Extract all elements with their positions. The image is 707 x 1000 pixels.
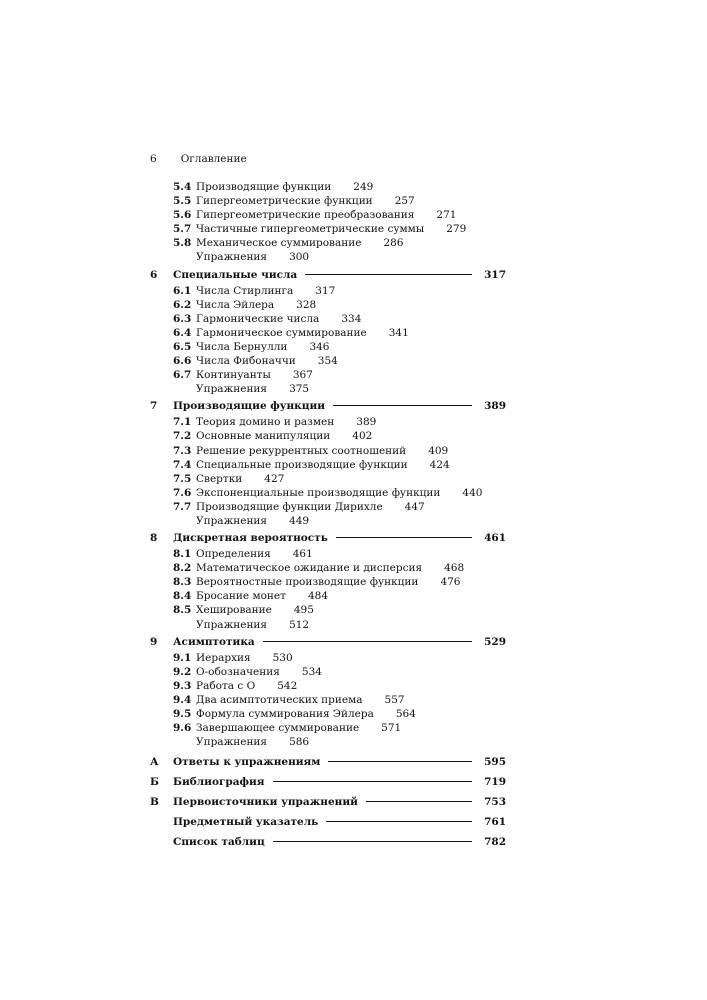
section-page-number: 534 — [301, 665, 322, 678]
chapter-title: Дискретная вероятность — [173, 532, 328, 545]
section-list — [150, 284, 506, 397]
chapter-number: А — [150, 756, 159, 769]
table-of-contents — [150, 180, 506, 849]
section-page-number: 564 — [395, 708, 416, 720]
chapter-title: Ответы к упражнениям — [173, 756, 321, 769]
section-number: 7.4 — [173, 458, 192, 471]
section-number: 6.1 — [173, 284, 192, 297]
section-title: Работа с О — [196, 679, 256, 692]
section-entry[interactable] — [173, 547, 506, 561]
section-title: Формула суммирования Эйлера — [196, 708, 374, 720]
section-title: Упражнения — [196, 618, 268, 631]
chapter-title: Специальные числа — [173, 268, 298, 281]
section-entry[interactable] — [173, 618, 506, 632]
chapter-heading-7[interactable] — [150, 399, 506, 413]
section-entry[interactable] — [173, 514, 506, 528]
section-title: Упражнения — [196, 736, 268, 749]
section-entry[interactable] — [173, 194, 506, 208]
section-title: Гипергеометрические преобразования — [196, 209, 415, 222]
section-title: Производящие функции Дирихле — [196, 500, 383, 513]
section-entry[interactable] — [173, 208, 506, 222]
section-number: 9.1 — [173, 651, 192, 664]
chapter-number: 9 — [150, 635, 158, 648]
section-title: Упражнения — [196, 514, 268, 527]
section-number: 5.8 — [173, 237, 192, 250]
section-number: 5.6 — [173, 209, 192, 222]
leader-line — [326, 821, 472, 822]
leader-line — [273, 841, 472, 842]
chapter-heading-8[interactable] — [150, 531, 506, 545]
section-entry[interactable] — [173, 693, 506, 707]
section-number: 6.6 — [173, 355, 192, 368]
section-page-number: 389 — [356, 416, 377, 429]
section-number: 7.1 — [173, 416, 192, 429]
section-entry[interactable] — [173, 589, 506, 603]
chapter-number: 6 — [150, 268, 158, 281]
section-page-number: 530 — [272, 651, 293, 664]
section-page-number: 449 — [289, 514, 310, 527]
section-title: Гипергеометрические функции — [196, 195, 373, 208]
section-number: 9.2 — [173, 665, 192, 678]
section-page-number: 484 — [307, 590, 329, 603]
section-title: Упражнения — [196, 251, 268, 264]
section-entry[interactable] — [173, 222, 506, 236]
section-entry[interactable] — [173, 340, 506, 354]
section-entry[interactable] — [173, 707, 506, 721]
section-title: Свертки — [196, 472, 243, 485]
section-title: Завершающее суммирование — [196, 722, 360, 735]
section-entry[interactable] — [173, 250, 506, 264]
section-number: 7.2 — [173, 430, 192, 443]
section-number: 9.3 — [173, 679, 192, 692]
section-page-number: 586 — [289, 736, 310, 749]
section-number: 8.4 — [173, 590, 192, 603]
section-page-number: 557 — [384, 693, 405, 706]
section-number: 8.1 — [173, 548, 192, 561]
section-page-number: 257 — [394, 195, 415, 208]
section-entry[interactable] — [173, 486, 506, 500]
chapter-page-number: 782 — [484, 836, 506, 849]
section-entry[interactable] — [173, 651, 506, 665]
section-page-number: 495 — [293, 604, 314, 617]
section-number: 7.7 — [173, 500, 192, 513]
section-title: Иерархия — [196, 651, 251, 664]
section-title: Специальные производящие функции — [196, 458, 408, 471]
section-entry[interactable] — [173, 368, 506, 382]
section-number: 8.3 — [173, 576, 192, 589]
section-title: Числа Стирлинга — [196, 284, 294, 297]
section-entry[interactable] — [173, 326, 506, 340]
toc-group — [150, 180, 506, 265]
section-entry[interactable] — [173, 679, 506, 693]
section-title: Экспоненциальные производящие функции — [196, 486, 441, 499]
section-number: 8.5 — [173, 604, 192, 617]
section-page-number: 271 — [436, 209, 457, 222]
section-page-number: 409 — [428, 444, 449, 457]
section-entry[interactable] — [173, 500, 506, 514]
chapter-title: Библиография — [173, 776, 265, 789]
section-page-number: 279 — [446, 223, 467, 236]
section-page-number: 286 — [383, 237, 404, 250]
section-number: 6.3 — [173, 312, 192, 325]
chapter-title: Асимптотика — [173, 635, 255, 648]
section-number: 6.5 — [173, 340, 192, 353]
section-number: 5.5 — [173, 195, 192, 208]
section-list — [150, 415, 506, 528]
section-number: 9.4 — [173, 693, 192, 706]
chapter-heading-appendix-1[interactable] — [150, 775, 506, 789]
chapter-heading-9[interactable] — [150, 635, 506, 649]
section-entry[interactable] — [173, 236, 506, 250]
section-number: 5.4 — [173, 181, 192, 193]
leader-line — [273, 781, 472, 782]
section-entry[interactable] — [173, 382, 506, 396]
section-page-number: 447 — [404, 500, 425, 513]
section-page-number: 468 — [444, 562, 465, 575]
toc-group — [150, 635, 506, 750]
chapter-page-number: 595 — [484, 756, 506, 769]
section-title: Определения — [196, 548, 271, 561]
section-entry[interactable] — [173, 429, 506, 443]
section-entry[interactable] — [173, 575, 506, 589]
section-title: Хеширование — [196, 604, 272, 617]
running-header — [150, 153, 247, 165]
section-title: Бросание монет — [196, 590, 286, 603]
section-entry[interactable] — [173, 284, 506, 298]
section-entry[interactable] — [173, 312, 506, 326]
section-number: 6.4 — [173, 326, 192, 339]
section-page-number: 512 — [289, 618, 310, 631]
section-page-number: 542 — [277, 679, 298, 692]
section-title: Вероятностные производящие функции — [196, 576, 419, 589]
header-title: Оглавление — [180, 153, 247, 165]
section-page-number: 346 — [309, 340, 330, 353]
toc-group — [150, 268, 506, 397]
section-page-number: 424 — [429, 458, 450, 471]
section-number: 6.7 — [173, 369, 192, 382]
section-title: Числа Фибоначчи — [196, 355, 296, 368]
section-page-number: 402 — [352, 430, 373, 443]
section-page-number: 354 — [317, 355, 338, 368]
chapter-heading-appendix-3[interactable] — [150, 815, 506, 829]
section-page-number: 461 — [292, 548, 313, 561]
section-title: Гармоническое суммирование — [196, 326, 367, 339]
section-page-number: 341 — [388, 326, 409, 339]
section-page-number: 249 — [353, 181, 374, 193]
section-title: Частичные гипергеометрические суммы — [196, 223, 425, 236]
section-entry[interactable] — [173, 735, 506, 749]
toc-group — [150, 531, 506, 632]
section-entry[interactable] — [173, 665, 506, 679]
chapter-title: Предметный указатель — [173, 816, 319, 829]
section-number: 6.2 — [173, 298, 192, 311]
section-title: Решение рекуррентных соотношений — [196, 444, 407, 457]
header-page-number: 6 — [150, 153, 157, 165]
section-title: Гармонические числа — [196, 312, 320, 325]
section-entry[interactable] — [173, 472, 506, 486]
leader-line — [366, 801, 472, 802]
section-page-number: 334 — [341, 312, 362, 325]
section-entry[interactable] — [173, 298, 506, 312]
section-title: Теория домино и размен — [196, 416, 335, 429]
section-number: 8.2 — [173, 562, 192, 575]
section-page-number: 440 — [462, 486, 483, 499]
chapter-title: Производящие функции — [173, 400, 326, 413]
section-page-number: 367 — [292, 369, 313, 382]
chapter-number: Б — [150, 776, 159, 789]
chapter-number: 8 — [150, 532, 158, 545]
chapter-page-number: 461 — [484, 532, 506, 545]
section-list — [150, 651, 506, 750]
section-list — [150, 180, 506, 265]
chapter-heading-appendix-2[interactable] — [150, 795, 506, 809]
section-number: 7.6 — [173, 486, 192, 499]
chapter-heading-appendix-0[interactable] — [150, 755, 506, 769]
section-list — [150, 547, 506, 632]
section-page-number: 317 — [315, 284, 336, 297]
section-entry[interactable] — [173, 415, 506, 429]
chapter-heading-6[interactable] — [150, 268, 506, 282]
section-number: 9.6 — [173, 722, 192, 735]
section-title: Основные манипуляции — [196, 430, 331, 443]
section-page-number: 300 — [289, 251, 310, 264]
chapter-page-number: 761 — [484, 816, 506, 829]
chapter-number: В — [150, 796, 159, 809]
section-page-number: 375 — [289, 383, 310, 396]
chapter-heading-appendix-4[interactable] — [150, 835, 506, 849]
section-entry[interactable] — [173, 354, 506, 368]
section-entry[interactable] — [173, 444, 506, 458]
section-page-number: 328 — [296, 298, 317, 311]
section-number: 5.7 — [173, 223, 192, 236]
section-page-number: 476 — [440, 576, 461, 589]
section-page-number: 427 — [264, 472, 285, 485]
chapter-number: 7 — [150, 400, 158, 413]
section-title: Механическое суммирование — [196, 237, 362, 250]
chapter-title: Список таблиц — [173, 836, 265, 849]
section-entry[interactable] — [173, 458, 506, 472]
section-title: Упражнения — [196, 383, 268, 396]
section-entry[interactable] — [173, 180, 506, 194]
section-number: 7.3 — [173, 444, 192, 457]
back-matter — [150, 755, 506, 849]
toc-group — [150, 399, 506, 528]
section-title: Математическое ожидание и дисперсия — [196, 562, 423, 575]
chapter-page-number: 389 — [484, 400, 506, 413]
section-number: 9.5 — [173, 708, 192, 720]
leader-line — [328, 761, 472, 762]
section-number: 7.5 — [173, 472, 192, 485]
leader-line — [336, 537, 472, 538]
section-entry[interactable] — [173, 561, 506, 575]
leader-line — [305, 274, 472, 275]
section-title: О-обозначения — [196, 665, 280, 678]
section-entry[interactable] — [173, 721, 506, 735]
chapter-title: Первоисточники упражнений — [173, 796, 358, 809]
section-title: Континуанты — [196, 369, 271, 382]
chapter-page-number: 753 — [484, 796, 506, 809]
section-entry[interactable] — [173, 603, 506, 617]
chapter-page-number: 529 — [484, 635, 506, 648]
section-page-number: 571 — [381, 722, 402, 735]
leader-line — [333, 405, 472, 406]
section-title: Числа Эйлера — [196, 298, 275, 311]
leader-line — [263, 641, 472, 642]
section-title: Два асимптотических приема — [196, 693, 363, 706]
chapter-page-number: 719 — [484, 776, 506, 789]
section-title: Числа Бернулли — [196, 340, 288, 353]
section-title: Производящие функции — [196, 181, 332, 193]
chapter-page-number: 317 — [484, 268, 506, 281]
